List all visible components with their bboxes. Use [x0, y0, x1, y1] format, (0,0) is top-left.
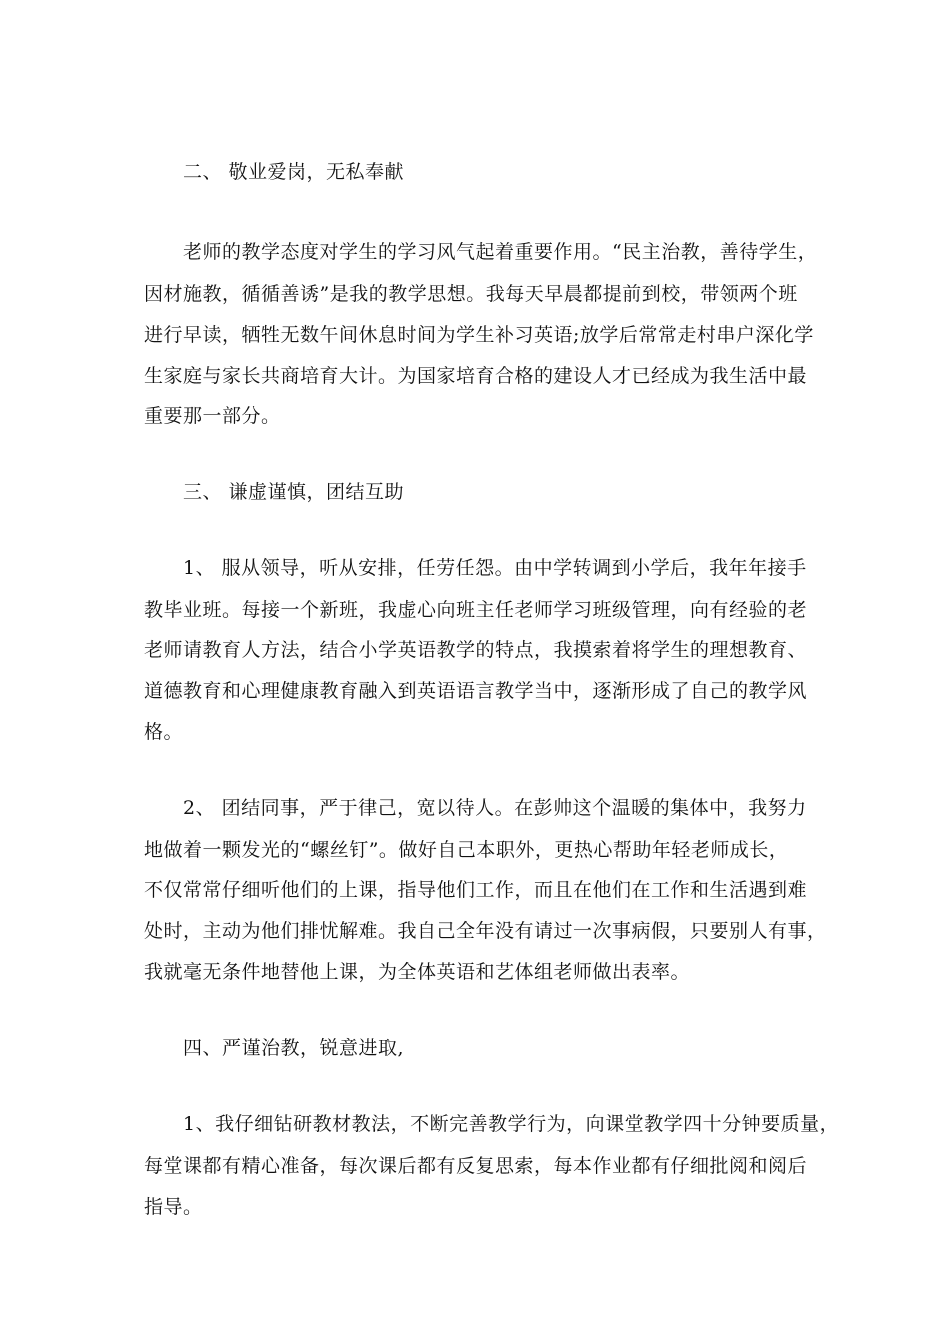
paragraph-line: 指导。: [144, 1196, 203, 1218]
paragraph-line: 2、 团结同事，严于律己，宽以待人。在彭帅这个温暖的集体中，我努力: [183, 797, 807, 819]
paragraph-line: 我就毫无条件地替他上课，为全体英语和艺体组老师做出表率。: [144, 961, 691, 983]
paragraph-line: 地做着一颗发光的“螺丝钉”。做好自己本职外，更热心帮助年轻老师成长，: [144, 839, 789, 861]
paragraph-line: 1、 服从领导，听从安排，任劳任怨。由中学转调到小学后，我年年接手: [183, 557, 807, 579]
paragraph-line: 处时，主动为他们排忧解难。我自己全年没有请过一次事病假，只要别人有事，: [144, 920, 827, 942]
section-heading-2: 二、 敬业爱岗，无私奉献: [183, 161, 405, 183]
paragraph-line: 重要那一部分。: [144, 405, 281, 427]
paragraph-line: 每堂课都有精心准备，每次课后都有反复思索，每本作业都有仔细批阅和阅后: [144, 1155, 808, 1177]
paragraph-line: 教毕业班。每接一个新班，我虚心向班主任老师学习班级管理，向有经验的老: [144, 599, 808, 621]
paragraph-line: 格。: [144, 721, 184, 743]
paragraph-line: 进行早读，牺牲无数午间休息时间为学生补习英语;放学后常常走村串户深化学: [144, 324, 814, 346]
section-heading-4: 四、严谨治教，锐意进取,: [183, 1037, 405, 1059]
paragraph-line: 老师的教学态度对学生的学习风气起着重要作用。“民主治教，善待学生，: [183, 241, 818, 263]
paragraph-line: 因材施教，循循善诱”是我的教学思想。我每天早晨都提前到校，带领两个班: [144, 283, 798, 305]
paragraph-line: 道德教育和心理健康教育融入到英语语言教学当中，逐渐形成了自己的教学风: [144, 680, 808, 702]
paragraph-line: 老师请教育人方法，结合小学英语教学的特点，我摸索着将学生的理想教育、: [144, 639, 808, 661]
paragraph-line: 不仅常常仔细听他们的上课，指导他们工作，而且在他们在工作和生活遇到难: [144, 879, 808, 901]
section-heading-3: 三、 谦虚谨慎，团结互助: [183, 481, 405, 503]
paragraph-line: 生家庭与家长共商培育大计。为国家培育合格的建设人才已经成为我生活中最: [144, 365, 808, 387]
paragraph-line: 1、我仔细钻研教材教法，不断完善教学行为，向课堂教学四十分钟要质量，: [183, 1113, 840, 1135]
